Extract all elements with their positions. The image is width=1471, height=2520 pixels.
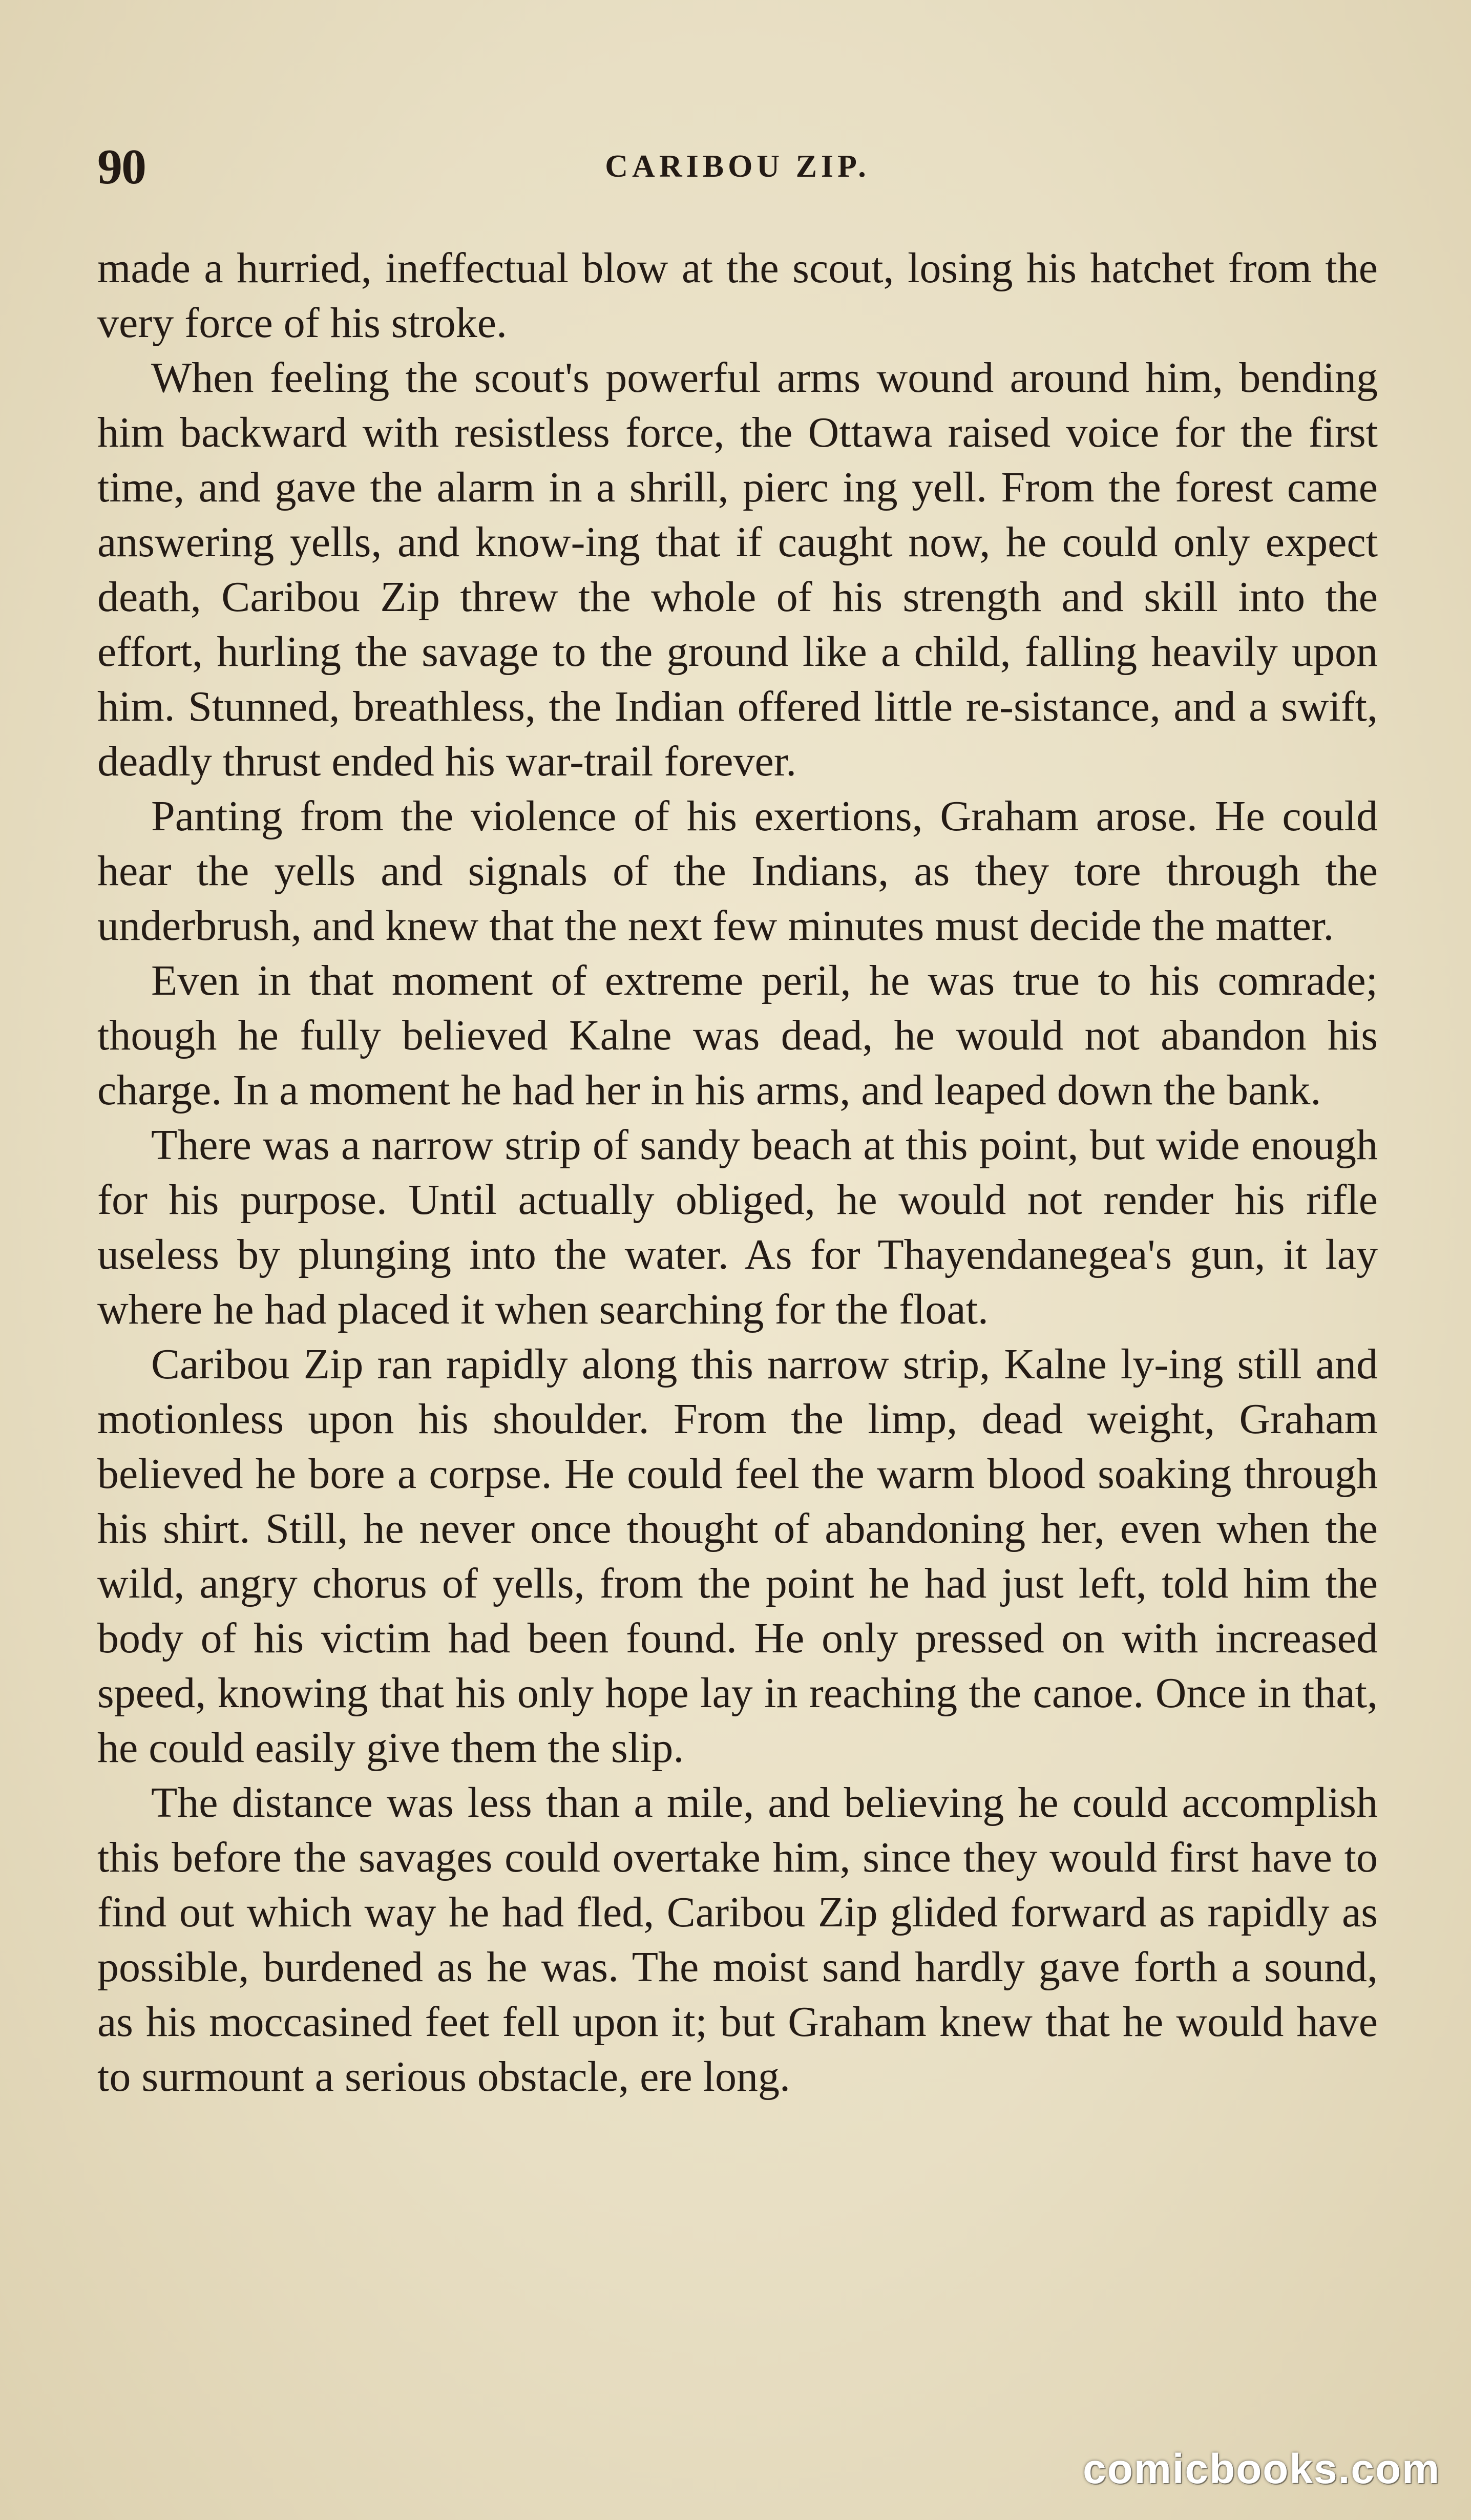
running-head: CARIBOU ZIP. <box>605 149 870 184</box>
paragraph: Caribou Zip ran rapidly along this narrow strip, Kalne ly-ing still and motionless upon his shoulder. From the limp, dead weight, Graham believed he bore a corpse. He could feel the warm blood soaking through his shirt. Still, he never once thought of abandoning her, even when the wild, angry chorus of yells, from the point he had just left, told him the body of his victim had been found. He only pressed on with increased speed, knowing that his only hope lay in reaching the canoe. Once in that, he could easily give them the slip. <box>97 1340 1378 1772</box>
paragraph: Even in that moment of extreme peril, he was true to his comrade; though he fully believed Kalne was dead, he would not abandon his charge. In a moment he had her in his arms, and leaped down the bank. <box>97 957 1378 1114</box>
page-header <box>97 138 1378 200</box>
paragraph: When feeling the scout's powerful arms wound around him, bending him backward with resistless force, the Ottawa raised voice for the first time, and gave the alarm in a shrill, pierc ing yell. From the forest came answering yells, and know-ing that if caught now, he could only expect death, Caribou Zip threw the whole of his strength and skill into the effort, hurling the savage to the ground like a child, falling heavily upon him. Stunned, breathless, the Indian offered little re-sistance, and a swift, deadly thrust ended his war-trail forever. <box>97 354 1378 785</box>
body-text <box>97 241 1378 2104</box>
watermark: comicbooks.com <box>1083 2446 1440 2492</box>
paragraph: Panting from the violence of his exertions, Graham arose. He could hear the yells and signals of the Indians, as they tore through the underbrush, and knew that the next few minutes must decide the matter. <box>97 792 1378 950</box>
paragraph: The distance was less than a mile, and believing he could accomplish this before the savages could overtake him, since they would first have to find out which way he had fled, Caribou Zip glided forward as rapidly as possible, burdened as he was. The moist sand hardly gave forth a sound, as his moccasined feet fell upon it; but Graham knew that he would have to surmount a serious obstacle, ere long. <box>97 1779 1378 2101</box>
paragraph-continuation: made a hurried, ineffectual blow at the scout, losing his hatchet from the very force of his stroke. <box>97 244 1378 347</box>
paragraph: There was a narrow strip of sandy beach at this point, but wide enough for his purpose. Until actually obliged, he would not render his rifle useless by plunging into the water. As for Thayendanegea's gun, it lay where he had placed it when searching for the float. <box>97 1121 1378 1333</box>
page-number: 90 <box>97 139 145 195</box>
